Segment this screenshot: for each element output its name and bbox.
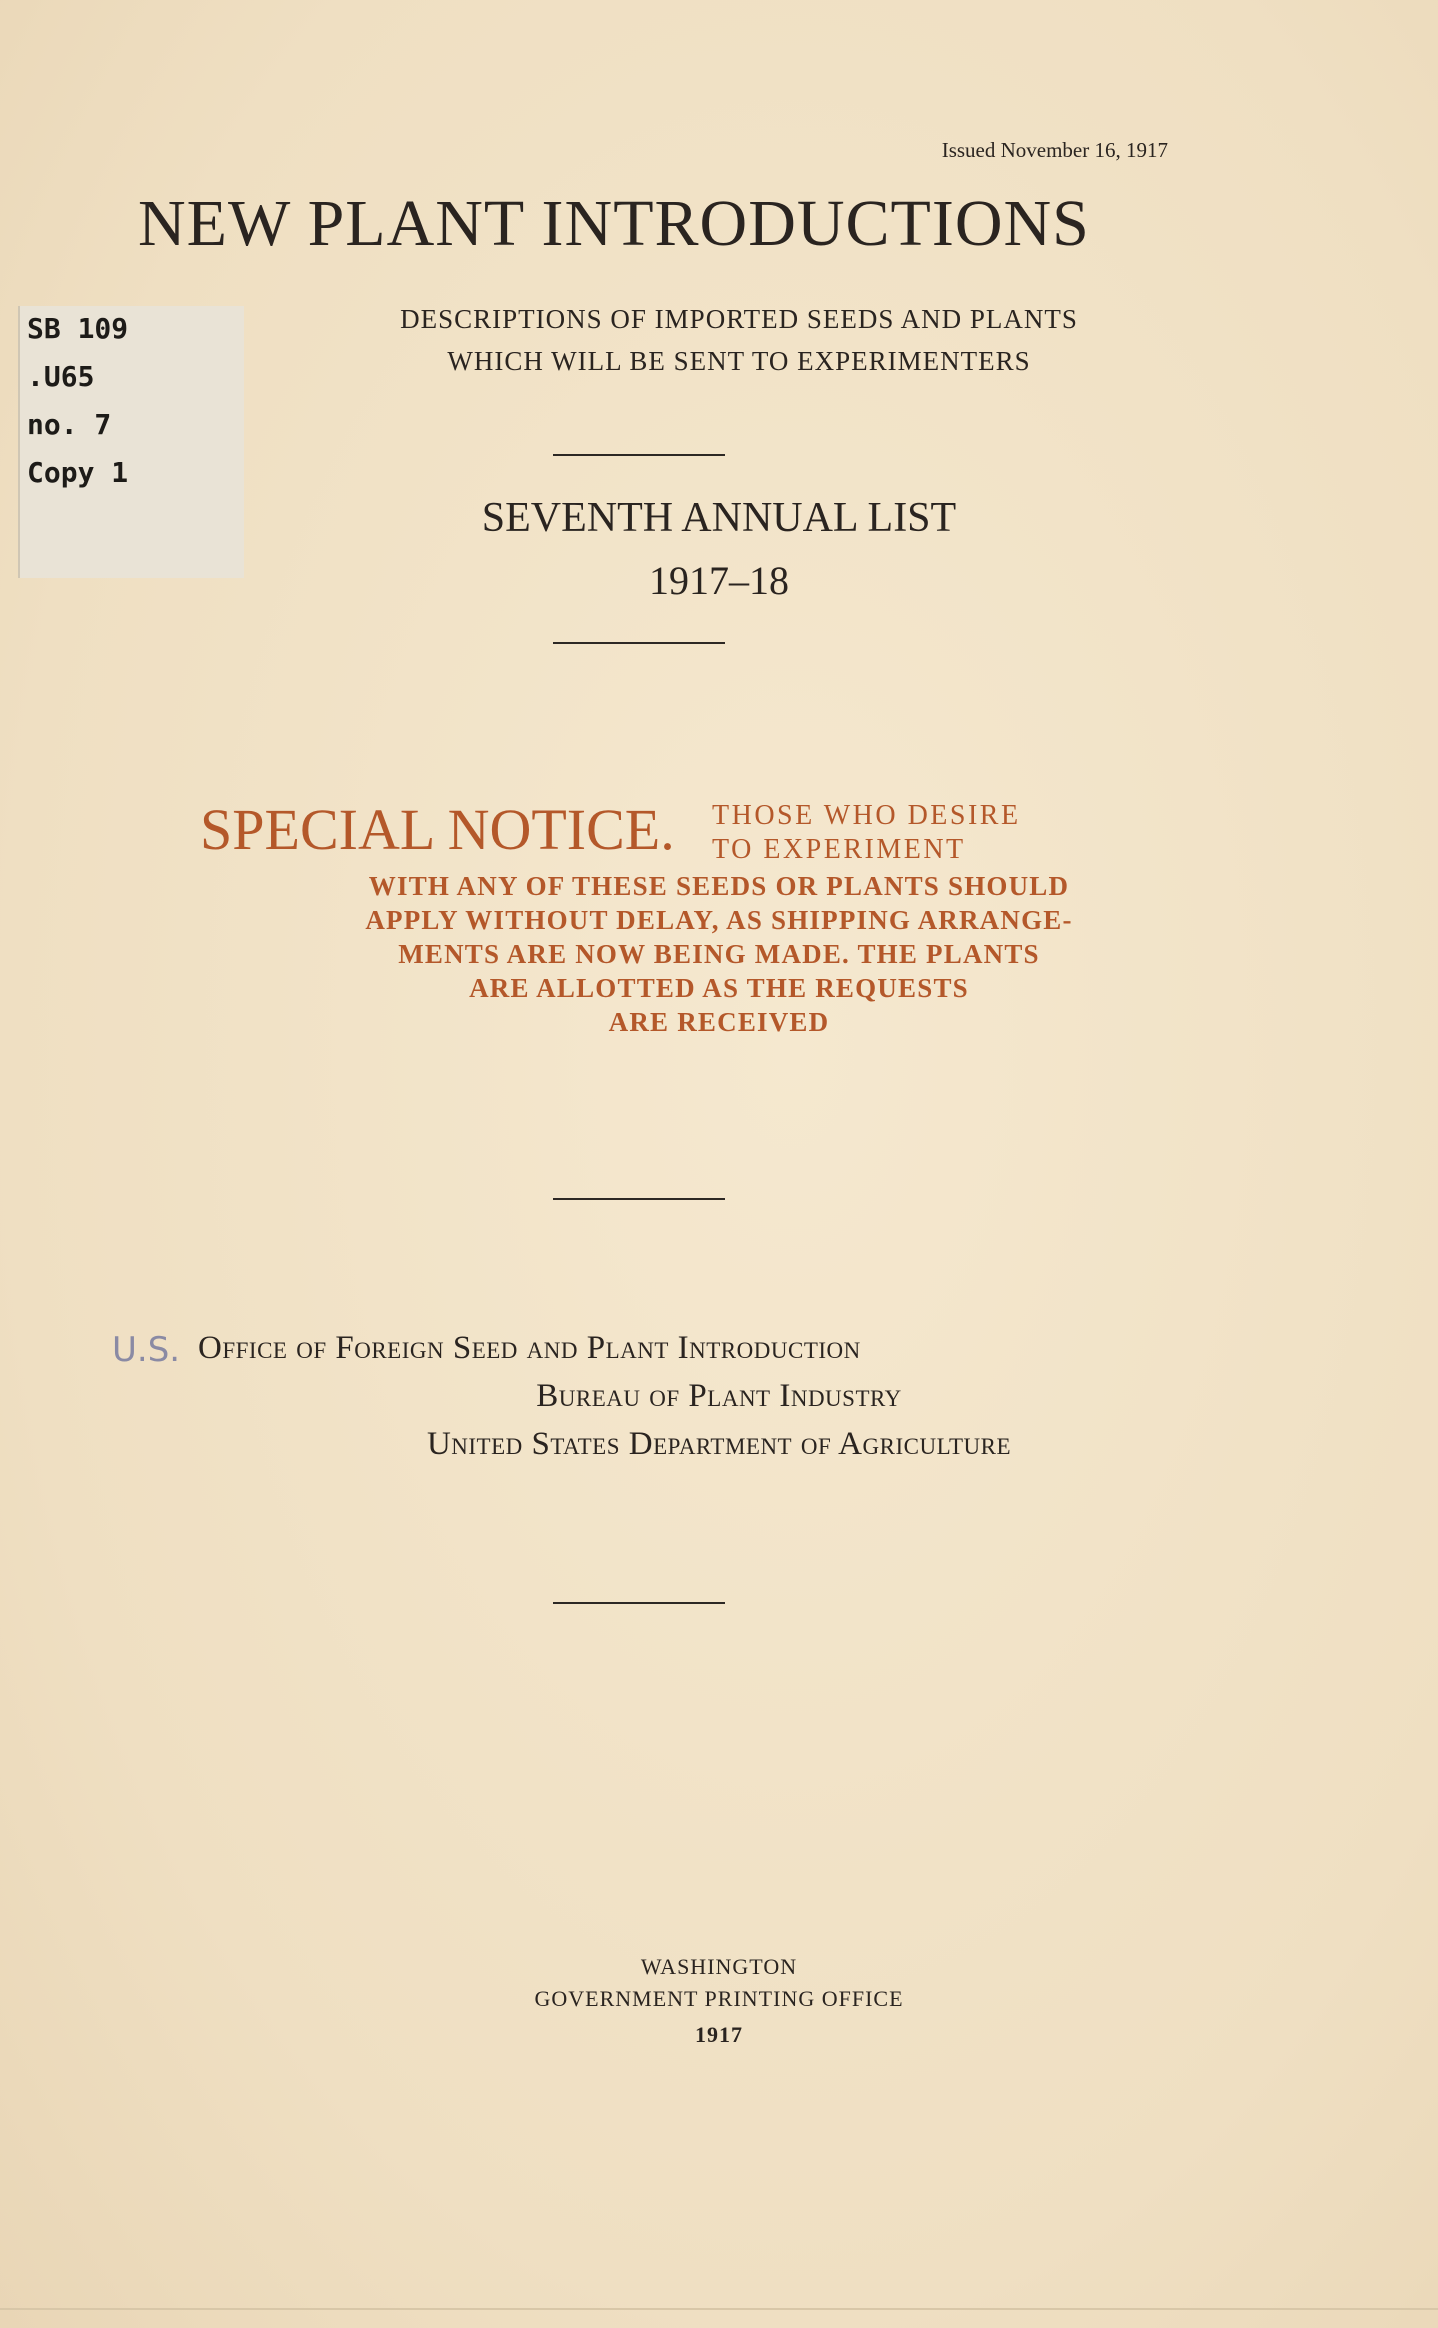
divider-rule — [553, 1602, 725, 1604]
divider-rule — [553, 1198, 725, 1200]
divider-rule — [553, 454, 725, 456]
divider-rule — [553, 642, 725, 644]
page-edge-line — [0, 2308, 1438, 2310]
subtitle-line-1: DESCRIPTIONS OF IMPORTED SEEDS AND PLANTS — [400, 304, 1078, 334]
special-notice-line: ARE ALLOTTED AS THE REQUESTS — [469, 973, 969, 1003]
imprint-year: 1917 — [695, 2022, 743, 2047]
imprint-printer: GOVERNMENT PRINTING OFFICE — [534, 1986, 904, 2011]
call-number-line: SB 109 — [27, 312, 129, 345]
subtitle-line-2: WHICH WILL BE SENT TO EXPERIMENTERS — [447, 346, 1031, 376]
list-title: SEVENTH ANNUAL LIST — [481, 495, 957, 541]
bureau-name: Bureau of Plant Industry — [536, 1378, 902, 1414]
call-number-line: .U65 — [27, 360, 95, 393]
call-number-line: no. 7 — [27, 408, 112, 441]
special-notice-line: MENTS ARE NOW BEING MADE. THE PLANTS — [398, 939, 1040, 969]
handwritten-mark: U.S. — [112, 1330, 181, 1370]
special-notice-lead-1: THOSE WHO DESIRE — [712, 800, 1021, 831]
special-notice-line: ARE RECEIVED — [608, 1007, 830, 1037]
office-name: Office of Foreign Seed and Plant Introduction — [198, 1330, 861, 1366]
special-notice-heading: SPECIAL NOTICE. — [200, 797, 675, 862]
department-name: United States Department of Agriculture — [426, 1426, 1012, 1462]
imprint-city: WASHINGTON — [640, 1954, 798, 1979]
call-number-line: Copy 1 — [27, 456, 129, 489]
document-title: NEW PLANT INTRODUCTIONS — [138, 187, 1090, 260]
special-notice-line: WITH ANY OF THESE SEEDS OR PLANTS SHOULD — [368, 871, 1070, 901]
special-notice-line: APPLY WITHOUT DELAY, AS SHIPPING ARRANGE- — [365, 905, 1073, 935]
special-notice-lead-2: TO EXPERIMENT — [712, 834, 966, 865]
issue-date: Issued November 16, 1917 — [941, 138, 1168, 162]
list-years: 1917–18 — [649, 558, 789, 603]
